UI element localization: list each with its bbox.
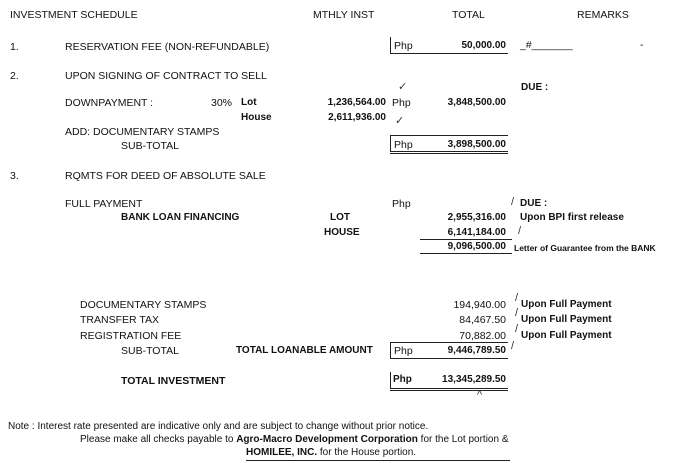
section2-subtotal-underline-2 [390, 153, 508, 154]
fee-amount: 194,940.00 [453, 299, 506, 311]
note-line-1: Note : Interest rate presented are indicative only and are subject to change without prior notice. [8, 421, 429, 432]
section3-subtotal-label: SUB-TOTAL [121, 345, 179, 357]
section2-label: UPON SIGNING OF CONTRACT TO SELL [65, 70, 267, 82]
fee-remark: Upon Full Payment [521, 330, 612, 341]
bank-loan-lot-remark: Upon BPI first release [520, 212, 624, 223]
loan-total-underline [420, 253, 512, 254]
total-underline-1 [390, 388, 508, 389]
section1-currency: Php [394, 40, 413, 52]
section3-number: 3. [10, 170, 19, 182]
section3-subtotal-topline [390, 342, 508, 343]
col-header-monthly: MTHLY INST [313, 9, 375, 21]
bank-loan-total-remark: Letter of Guarantee from the BANK [514, 243, 656, 253]
section1-underline [390, 53, 508, 54]
bank-loan-lot-label: LOT [330, 212, 350, 223]
total-investment-currency: Php [393, 374, 412, 385]
downpayment-currency: Php [392, 97, 411, 109]
total-box-left [390, 372, 391, 388]
section2-number: 2. [10, 70, 19, 82]
section1-number: 1. [10, 41, 19, 53]
fee-label: TRANSFER TAX [80, 314, 159, 326]
fee-amount: 84,467.50 [459, 314, 506, 326]
check-mark: ✓ [398, 81, 408, 93]
fee-remark: Upon Full Payment [521, 314, 612, 325]
section3-subtotal-currency: Php [394, 345, 413, 357]
fee-label: DOCUMENTARY STAMPS [80, 299, 207, 311]
bank-loan-lot-amount: 2,955,316.00 [447, 212, 506, 223]
note-prefix: Please make all checks payable to [80, 434, 237, 445]
full-payment-label: FULL PAYMENT [65, 198, 143, 210]
section3-subtotal-box-left [390, 342, 391, 358]
check-mark: ✓ [395, 115, 405, 127]
note-company-house: HOMILEE, INC. [246, 447, 318, 458]
downpayment-house-amount: 2,611,936.00 [328, 112, 386, 123]
note-line-3 [246, 447, 416, 459]
check-mark: / [515, 323, 519, 335]
section3-due: DUE : [520, 198, 548, 209]
section2-subtotal-underline-1 [390, 151, 508, 152]
section2-due: DUE : [521, 82, 549, 93]
check-mark: / [511, 196, 515, 208]
bank-loan-house-label: HOUSE [324, 227, 360, 238]
note-company-lot: Agro-Macro Development Corporation [236, 434, 418, 445]
total-loanable-label: TOTAL LOANABLE AMOUNT [236, 345, 373, 356]
check-mark: / [511, 340, 515, 352]
section1-box-left [390, 37, 391, 54]
note-underline [246, 460, 510, 461]
downpayment-house-label: House [241, 112, 272, 123]
caret-mark: ^ [477, 389, 483, 401]
downpayment-label: DOWNPAYMENT : [65, 97, 154, 109]
section2-subtotal-label: SUB-TOTAL [121, 140, 179, 152]
section3-label: RQMTS FOR DEED OF ABSOLUTE SALE [65, 170, 266, 182]
col-header-remarks: REMARKS [577, 9, 629, 21]
downpayment-lot-label: Lot [241, 97, 257, 108]
full-payment-currency: Php [392, 198, 411, 210]
loan-total-topline [420, 239, 512, 240]
bank-loan-total: 9,096,500.00 [447, 241, 506, 252]
bank-loan-house-amount: 6,141,184.00 [447, 227, 506, 238]
section1-remark: _#_______ [520, 39, 573, 51]
section2-subtotal-box-left [390, 135, 391, 151]
note-line-2 [80, 434, 509, 446]
section3-subtotal: 9,446,789.50 [447, 345, 506, 356]
col-header-total: TOTAL [452, 9, 485, 21]
check-mark: / [518, 225, 522, 237]
fee-amount: 70,882.00 [459, 330, 506, 342]
fee-label: REGISTRATION FEE [80, 330, 182, 342]
bank-loan-label: BANK LOAN FINANCING [121, 212, 240, 223]
schedule-title: INVESTMENT SCHEDULE [10, 9, 138, 21]
section3-subtotal-underline [390, 358, 508, 359]
total-investment-amount: 13,345,289.50 [442, 374, 506, 385]
total-underline-2 [390, 390, 508, 391]
check-mark: / [515, 307, 519, 319]
section2-subtotal-topline [390, 135, 508, 136]
check-mark: / [515, 292, 519, 304]
add-doc-stamps-label: ADD: DOCUMENTARY STAMPS [65, 126, 220, 138]
note-suffix-2: for the House portion. [317, 447, 417, 458]
fee-remark: Upon Full Payment [521, 299, 612, 310]
section1-label: RESERVATION FEE (NON-REFUNDABLE) [65, 41, 270, 53]
downpayment-total: 3,848,500.00 [447, 97, 506, 108]
section1-amount: 50,000.00 [461, 40, 506, 51]
total-investment-label: TOTAL INVESTMENT [121, 375, 226, 387]
note-suffix: for the Lot portion & [417, 434, 509, 445]
downpayment-lot-amount: 1,236,564.00 [327, 97, 386, 108]
section2-subtotal-currency: Php [394, 139, 413, 151]
section2-subtotal: 3,898,500.00 [447, 139, 506, 150]
section1-dot: - [640, 39, 644, 51]
downpayment-percent: 30% [211, 97, 233, 109]
